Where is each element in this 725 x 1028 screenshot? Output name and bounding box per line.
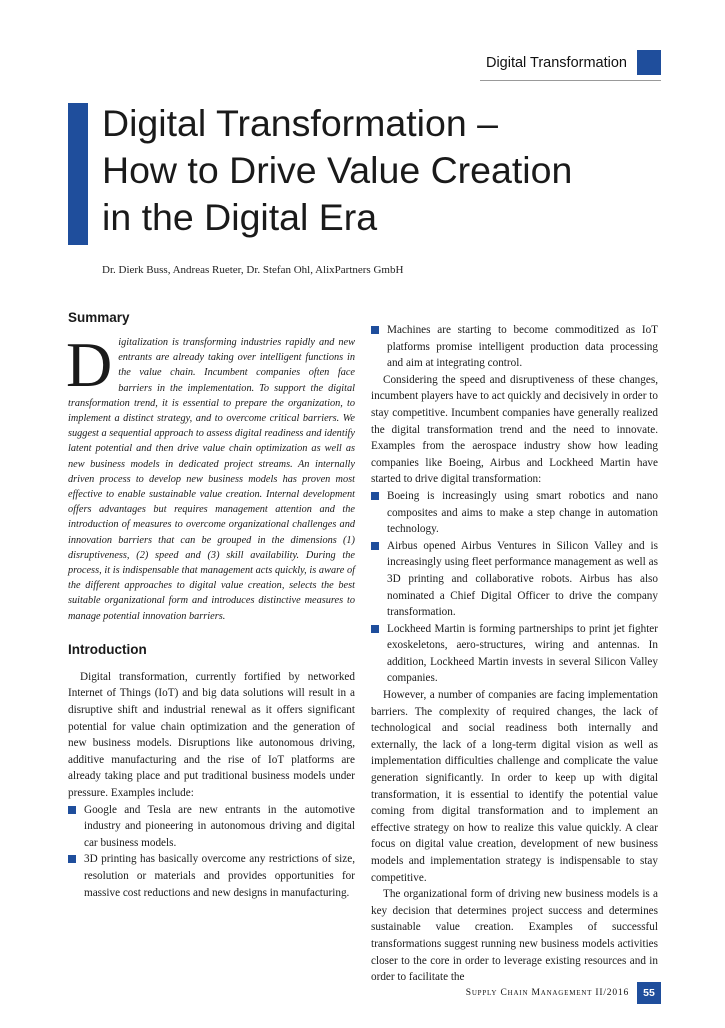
list-item — [371, 488, 658, 538]
bullet-text: 3D printing has basically overcome any restrictions of size, resolution or materials and provides opportunities for massive cost reductions and new designs in manufacturing. — [84, 853, 355, 899]
summary-heading: Summary — [68, 310, 130, 325]
article-title — [102, 100, 682, 241]
section-label: Digital Transformation — [485, 54, 627, 71]
bullet-square-icon — [371, 625, 379, 633]
intro-bullet-list — [68, 802, 355, 902]
bullet-square-icon — [371, 542, 379, 550]
section-tag — [486, 50, 661, 75]
list-item — [371, 322, 658, 372]
summary-text — [66, 329, 355, 624]
left-column — [68, 310, 355, 901]
dropcap: D — [66, 329, 113, 400]
summary-body: igitalization is transforming industries rapidly and new entrants are already taking over intelligent functions in the value chain. Incumbent companies often face barriers in the implementation. To support the digital transformation trend, it is essential to prepare the organization, to implement a distinct strategy, and to overcome critical barriers. We suggest a sequential approach to assess digital readiness and identify latent potential and then drive value chain optimization as well as new business models in dedicated project streams. An internally driven process to develop new business models has proven most effective to enable sustainable value creation. Internal development offers advantages but requires management attention and the introduction of measures to overcome organizational challenges and innovation barriers that can be grouped in the dimensions (1) disruptiveness, (2) speed and (3) skill availability. During the process, it is indispensable that management acts quickly, is aware of the different approaches to digital value creation, selects the best suitable organizational form and introduces distinctive measures to manage potential innovation barriers. — [68, 337, 355, 622]
aerospace-bullet-list — [371, 488, 658, 687]
author-line: Dr. Dierk Buss, Andreas Rueter, Dr. Stefan Ohl, AlixPartners GmbH — [102, 264, 404, 276]
bullet-text: Machines are starting to become commoditized as IoT platforms promise intelligent production data processing and aim at integrating control. — [387, 324, 658, 370]
section-marker — [637, 50, 661, 75]
bullet-square-icon — [68, 806, 76, 814]
speed-paragraph: Considering the speed and disruptiveness of these changes, incumbent players have to act quickly and decisively in order to stay competitive. Incumbent companies have generally realized the digital transformation trend and the need to innovate. Examples from the aerospace industry show how leading companies like Boeing, Airbus and Lockheed Martin have started to drive digital transformation: — [371, 373, 658, 486]
bullet-text: Lockheed Martin is forming partnerships to print jet fighter exoskeletons, aero-structures, wiring and antennas. In addition, Lockheed Martin invests in several Silicon Valley companies. — [387, 622, 658, 685]
machines-bullet-list — [371, 322, 658, 372]
bullet-text: Airbus opened Airbus Ventures in Silicon Valley and is increasingly using fleet performance management as well as 3D printing and collaborative robots. Airbus has also nominated a Chief Digital Officer to drive the company transformation. — [387, 539, 658, 619]
bullet-text: Boeing is increasingly using smart robotics and nano composites and aims to make a step change in automation technology. — [387, 489, 658, 536]
right-column — [371, 322, 658, 986]
title-line-1: Digital Transformation – — [102, 102, 499, 144]
introduction-heading: Introduction — [68, 641, 147, 657]
list-item — [371, 538, 658, 621]
bullet-square-icon — [371, 326, 379, 334]
barriers-paragraph: However, a number of companies are facing implementation barriers. The complexity of required changes, the lack of technological and social readiness both internally and externally, the lack of a long-term digital vision as well as implementation difficulties challenge and complicate the value generation significantly. In order to keep up with digital transformation, it is essential to identify the potential value coming from digital transformation and to implement an effective strategy on how to realize this value quickly. A clear focus on digital value creation, development of new business models and implementation strategy is indispensable to stay competitive. — [371, 689, 658, 884]
journal-name: Supply Chain Management II/2016 — [465, 988, 629, 998]
title-line-3: in the Digital Era — [102, 196, 378, 238]
list-item — [68, 851, 355, 901]
organizational-paragraph: The organizational form of driving new business models is a key decision that determines project success and determines sustainable value creation. Examples of successful transformations suggest running new business models activities closer to the core in order to leverage existing resources and in order to facilitate the — [371, 888, 658, 984]
bullet-text: Google and Tesla are new entrants in the automotive industry and pioneering in autonomous driving and digital car business models. — [84, 803, 355, 849]
title-line-2: How to Drive Value Creation — [102, 149, 573, 191]
intro-paragraph: Digital transformation, currently fortified by networked Internet of Things (IoT) and big data solutions will result in a disruptive shift and industrial renewal as it offers significant potential for value chain optimization and the generation of new business models. Disruptions like autonomous driving, additive manufacturing and the rise of IoT platforms are already taking place and put traditional business models under pressure. Examples include: — [68, 670, 355, 800]
title-accent-bar — [68, 103, 88, 245]
bullet-square-icon — [68, 855, 76, 863]
header-rule — [480, 80, 661, 81]
list-item — [371, 621, 658, 687]
list-item — [68, 802, 355, 852]
page-footer — [466, 982, 661, 1004]
bullet-square-icon — [371, 492, 379, 500]
page-number: 55 — [637, 982, 661, 1004]
